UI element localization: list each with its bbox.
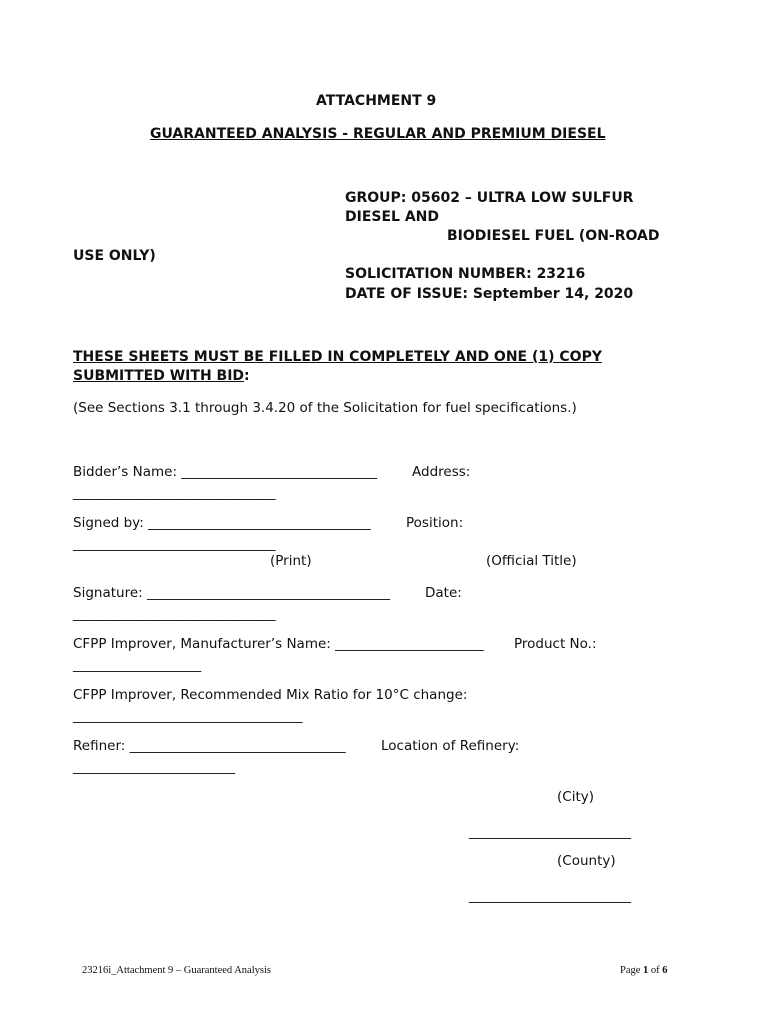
specifications-note: (See Sections 3.1 through 3.4.20 of the Solicitation for fuel specifications.) [73, 400, 577, 416]
cfpp-manufacturer-field[interactable]: CFPP Improver, Manufacturer’s Name: ______________________ [73, 636, 484, 652]
footer-document-name: 23216i_Attachment 9 – Guaranteed Analysis [82, 965, 271, 976]
group-line-3: BIODIESEL FUEL (ON-ROAD [447, 228, 660, 244]
page-label: Page [620, 965, 644, 976]
print-caption: (Print) [270, 553, 312, 569]
address-label: Address: [412, 464, 471, 480]
group-line-1: GROUP: 05602 – ULTRA LOW SULFUR [345, 190, 634, 206]
position-label: Position: [406, 515, 464, 531]
signature-field[interactable]: Signature: ____________________________________ [73, 585, 390, 601]
group-line-2: DIESEL AND [345, 209, 440, 225]
official-title-caption: (Official Title) [486, 553, 577, 569]
date-label: Date: [425, 585, 462, 601]
cfpp-mix-ratio-label: CFPP Improver, Recommended Mix Ratio for 10°C change: [73, 687, 468, 703]
city-field[interactable]: ________________________ [469, 824, 631, 840]
instructions-line-1: THESE SHEETS MUST BE FILLED IN COMPLETELY AND ONE (1) COPY [73, 349, 602, 365]
signed-by-field[interactable]: Signed by: _________________________________ [73, 515, 371, 531]
location-of-refinery-label: Location of Refinery: [381, 738, 520, 754]
refiner-extra-field[interactable]: ________________________ [73, 759, 235, 775]
address-field[interactable]: ______________________________ [73, 485, 276, 501]
instructions-line-2 [73, 368, 250, 384]
mix-ratio-field[interactable]: __________________________________ [73, 708, 303, 724]
position-field[interactable]: ______________________________ [73, 536, 276, 552]
bidder-name-field[interactable]: Bidder’s Name: _____________________________ [73, 464, 378, 480]
city-caption: (City) [557, 789, 594, 805]
group-line-4: USE ONLY) [73, 248, 156, 264]
submitted-with-bid: SUBMITTED WITH BID [73, 368, 245, 384]
page-current: 1 [643, 965, 649, 976]
county-caption: (County) [557, 853, 616, 869]
county-field[interactable]: ________________________ [469, 888, 631, 904]
date-field[interactable]: ______________________________ [73, 606, 276, 622]
page-of: of [648, 965, 663, 976]
product-no-field[interactable]: ___________________ [73, 657, 202, 673]
solicitation-number: SOLICITATION NUMBER: 23216 [345, 266, 586, 282]
date-of-issue: DATE OF ISSUE: September 14, 2020 [345, 286, 634, 302]
refiner-field[interactable]: Refiner: ________________________________ [73, 738, 346, 754]
instructions-colon: : [244, 368, 250, 384]
footer-page-number [620, 965, 668, 976]
document-title: GUARANTEED ANALYSIS - REGULAR AND PREMIUM DIESEL [150, 126, 606, 142]
attachment-heading: ATTACHMENT 9 [316, 93, 437, 109]
product-no-label: Product No.: [514, 636, 597, 652]
page-total: 6 [662, 965, 668, 976]
